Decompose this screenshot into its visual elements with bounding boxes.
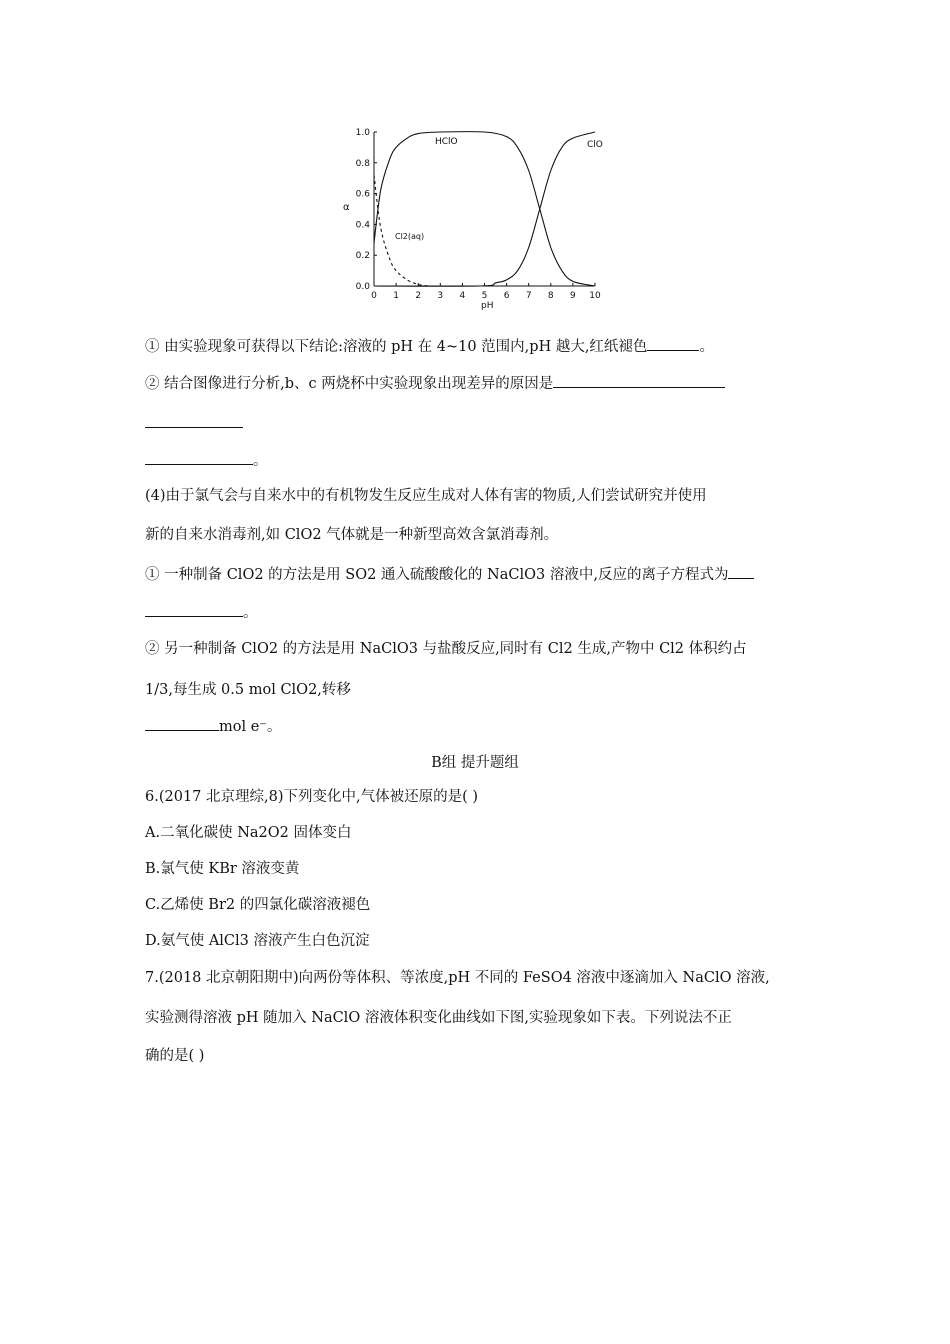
- label-clo: ClO: [587, 140, 603, 150]
- chart-axes: [374, 132, 595, 286]
- blank-line: [145, 413, 243, 434]
- blank-line: 。: [145, 450, 268, 471]
- x-axis-label: pH: [481, 301, 494, 311]
- question-4-sub1: ① 一种制备 ClO2 的方法是用 SO2 通入硫酸酸化的 NaClO3 溶液中,反应的离子方程式为: [145, 564, 754, 585]
- blank-line: 。: [145, 602, 258, 623]
- option-a[interactable]: A.二氧化碳使 Na2O2 固体变白: [145, 825, 352, 841]
- x-tick-label: 5: [481, 291, 488, 301]
- blank-line: mol e⁻。: [145, 716, 281, 737]
- x-tick-label: 4: [459, 291, 466, 301]
- question-4-line-1: (4)由于氯气会与自来水中的有机物发生反应生成对人体有害的物质,人们尝试研究并使用: [145, 488, 707, 504]
- answer-blank[interactable]: [145, 413, 243, 428]
- y-tick-label: 0.0: [355, 282, 370, 292]
- x-tick-label: 0: [371, 291, 377, 301]
- answer-blank[interactable]: [145, 602, 243, 617]
- label-hclo: HClO: [435, 137, 458, 147]
- series-clo: [374, 132, 595, 286]
- label-cl2: Cl2(aq): [395, 232, 425, 241]
- y-tick-label: 0.2: [355, 251, 370, 262]
- answer-blank[interactable]: [145, 450, 253, 465]
- section-title: B组 提升题组: [431, 755, 519, 771]
- alpha-ph-chart: [335, 118, 625, 318]
- question-4-sub2: ② 另一种制备 ClO2 的方法是用 NaClO3 与盐酸反应,同时有 Cl2 生成,产物中 Cl2 体积约占: [145, 641, 747, 657]
- x-tick-label: 3: [437, 291, 444, 301]
- y-tick-label: 0.4: [355, 220, 370, 231]
- chart-curves: [374, 132, 595, 287]
- analysis-line: ② 结合图像进行分析,b、c 两烧杯中实验现象出现差异的原因是: [145, 373, 725, 394]
- series-hclo: [374, 132, 595, 286]
- x-tick-label: 1: [393, 291, 399, 301]
- question-4-line-2: 新的自来水消毒剂,如 ClO2 气体就是一种新型高效含氯消毒剂。: [145, 527, 559, 543]
- question-7-line-2: 实验测得溶液 pH 随加入 NaClO 溶液体积变化曲线如下图,实验现象如下表。下列说法不正: [145, 1010, 732, 1026]
- x-tick-label: 10: [589, 291, 601, 301]
- y-tick-label: 0.6: [355, 189, 370, 200]
- y-tick-label: 1.0: [355, 128, 370, 138]
- x-tick-label: 6: [503, 291, 510, 301]
- conclusion-line: ① 由实验现象可获得以下结论:溶液的 pH 在 4~10 范围内,pH 越大,红纸褪色 。: [145, 336, 714, 357]
- answer-blank[interactable]: [553, 373, 725, 388]
- option-d[interactable]: D.氨气使 AlCl3 溶液产生白色沉淀: [145, 933, 370, 949]
- answer-blank[interactable]: [728, 564, 754, 579]
- option-c[interactable]: C.乙烯使 Br2 的四氯化碳溶液褪色: [145, 897, 371, 913]
- question-4-sub2-cont: 1/3,每生成 0.5 mol ClO2,转移: [145, 682, 351, 698]
- y-axis-label: α: [343, 202, 350, 213]
- option-b[interactable]: B.氯气使 KBr 溶液变黄: [145, 861, 300, 877]
- y-tick-label: 0.8: [355, 158, 370, 169]
- x-tick-label: 7: [525, 291, 532, 301]
- answer-blank[interactable]: [647, 336, 699, 351]
- question-6: 6.(2017 北京理综,8)下列变化中,气体被还原的是( ): [145, 789, 479, 805]
- series-cl2-aq-: [374, 175, 429, 286]
- answer-blank[interactable]: [145, 716, 219, 731]
- question-7-line-1: 7.(2018 北京朝阳期中)向两份等体积、等浓度,pH 不同的 FeSO4 溶液中逐滴加入 NaClO 溶液,: [145, 970, 770, 986]
- x-tick-label: 9: [570, 291, 576, 301]
- x-tick-label: 8: [547, 291, 554, 301]
- x-tick-label: 2: [415, 291, 422, 301]
- question-7-line-3: 确的是( ): [145, 1048, 205, 1064]
